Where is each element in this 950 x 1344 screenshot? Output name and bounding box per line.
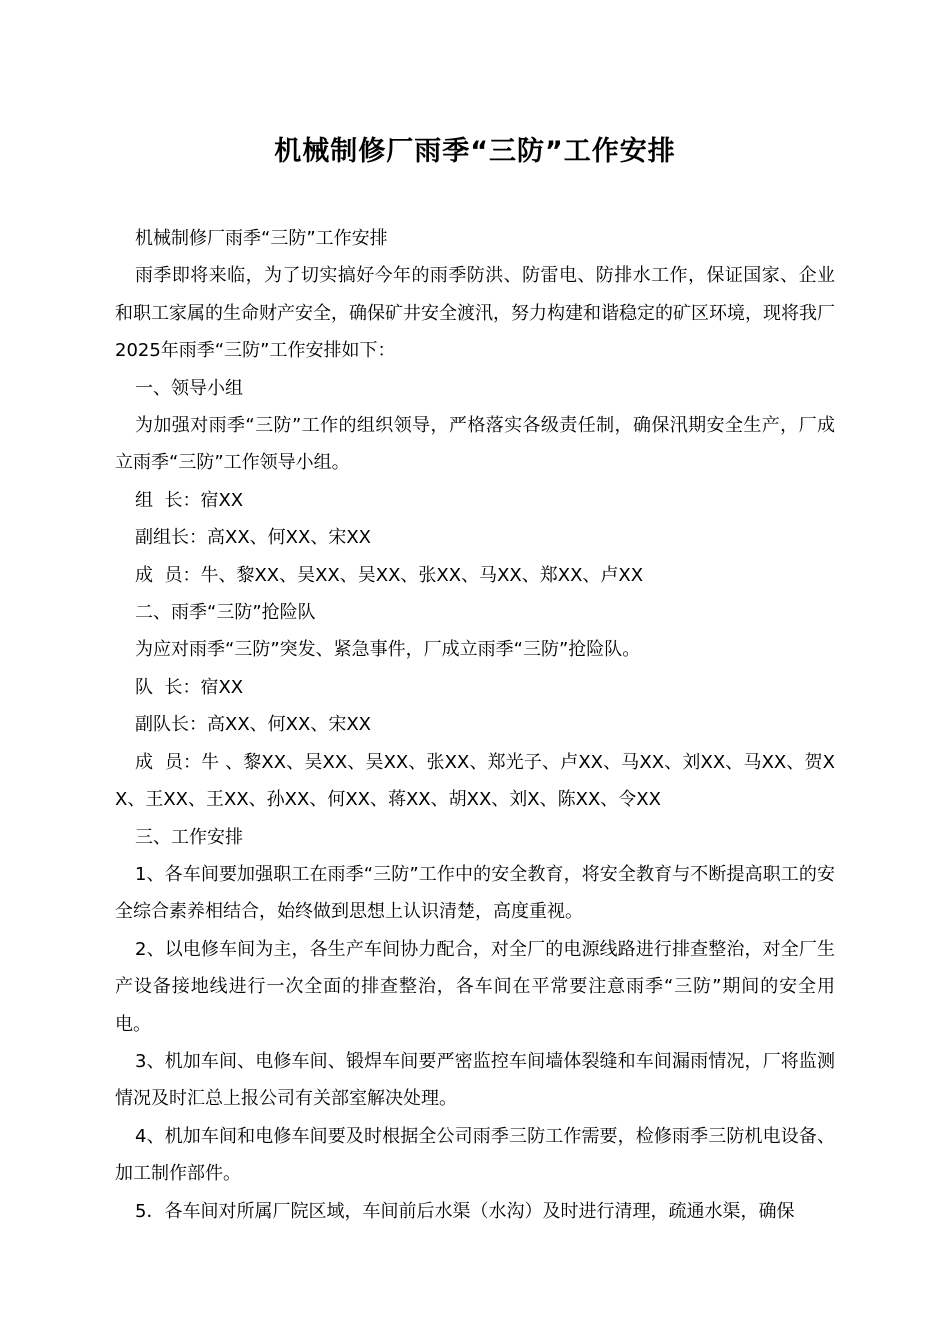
work-item-3: 3、机加车间、电修车间、锻焊车间要严密监控车间墙体裂缝和车间漏雨情况，厂将监测情况及时汇总上报公司有关部室解决处理。	[115, 1050, 835, 1110]
members-line: 成 员：牛、黎XX、吴XX、吴XX、张XX、马XX、郑XX、卢XX	[135, 564, 644, 586]
paragraph-intro: 雨季即将来临，为了切实搞好今年的雨季防洪、防雷电、防排水工作，保证国家、企业和职工家属的生命财产安全，确保矿井安全渡汛，努力构建和谐稳定的矿区环境，现将我厂2025年雨季“三防”工作安排如下：	[115, 265, 835, 362]
section-heading-work-arrangement: 三、工作安排	[135, 826, 243, 848]
deputy-captain-line: 副队长：高XX、何XX、宋XX	[135, 714, 371, 736]
section-heading-rescue-team: 二、雨季“三防”抢险队	[135, 602, 316, 624]
work-item-5: 5．各车间对所属厂院区域，车间前后水渠（水沟）及时进行清理，疏通水渠，确保	[135, 1200, 795, 1222]
deputy-leader-line: 副组长：高XX、何XX、宋XX	[135, 527, 371, 549]
leader-line: 组 长：宿XX	[135, 489, 244, 511]
document-body	[115, 220, 835, 1230]
paragraph-rescue-team: 为应对雨季“三防”突发、紧急事件，厂成立雨季“三防”抢险队。	[135, 639, 641, 661]
section-heading-leadership: 一、领导小组	[135, 377, 243, 399]
work-item-1: 1、各车间要加强职工在雨季“三防”工作中的安全教育，将安全教育与不断提高职工的安全综合素养相结合，始终做到思想上认识清楚，高度重视。	[115, 863, 835, 923]
paragraph-leadership: 为加强对雨季“三防”工作的组织领导，严格落实各级责任制，确保汛期安全生产，厂成立雨季“三防”工作领导小组。	[115, 415, 835, 474]
document-title: 机械制修厂雨季“三防”工作安排	[274, 136, 676, 167]
paragraph-subtitle: 机械制修厂雨季“三防”工作安排	[135, 228, 388, 249]
team-members-line: 成 员：牛 、黎XX、吴XX、吴XX、张XX、郑光子、卢XX、马XX、刘XX、马XX、贺XX、王XX、王XX、孙XX、何XX、蒋XX、胡XX、刘X、陈XX、令XX	[115, 751, 835, 811]
team-captain-line: 队 长：宿XX	[135, 676, 244, 698]
work-item-2: 2、以电修车间为主，各生产车间协力配合，对全厂的电源线路进行排查整治，对全厂生产设备接地线进行一次全面的排查整治，各车间在平常要注意雨季“三防”期间的安全用电。	[115, 938, 835, 1035]
work-item-4: 4、机加车间和电修车间要及时根据全公司雨季三防工作需要，检修雨季三防机电设备、加工制作部件。	[115, 1125, 835, 1185]
